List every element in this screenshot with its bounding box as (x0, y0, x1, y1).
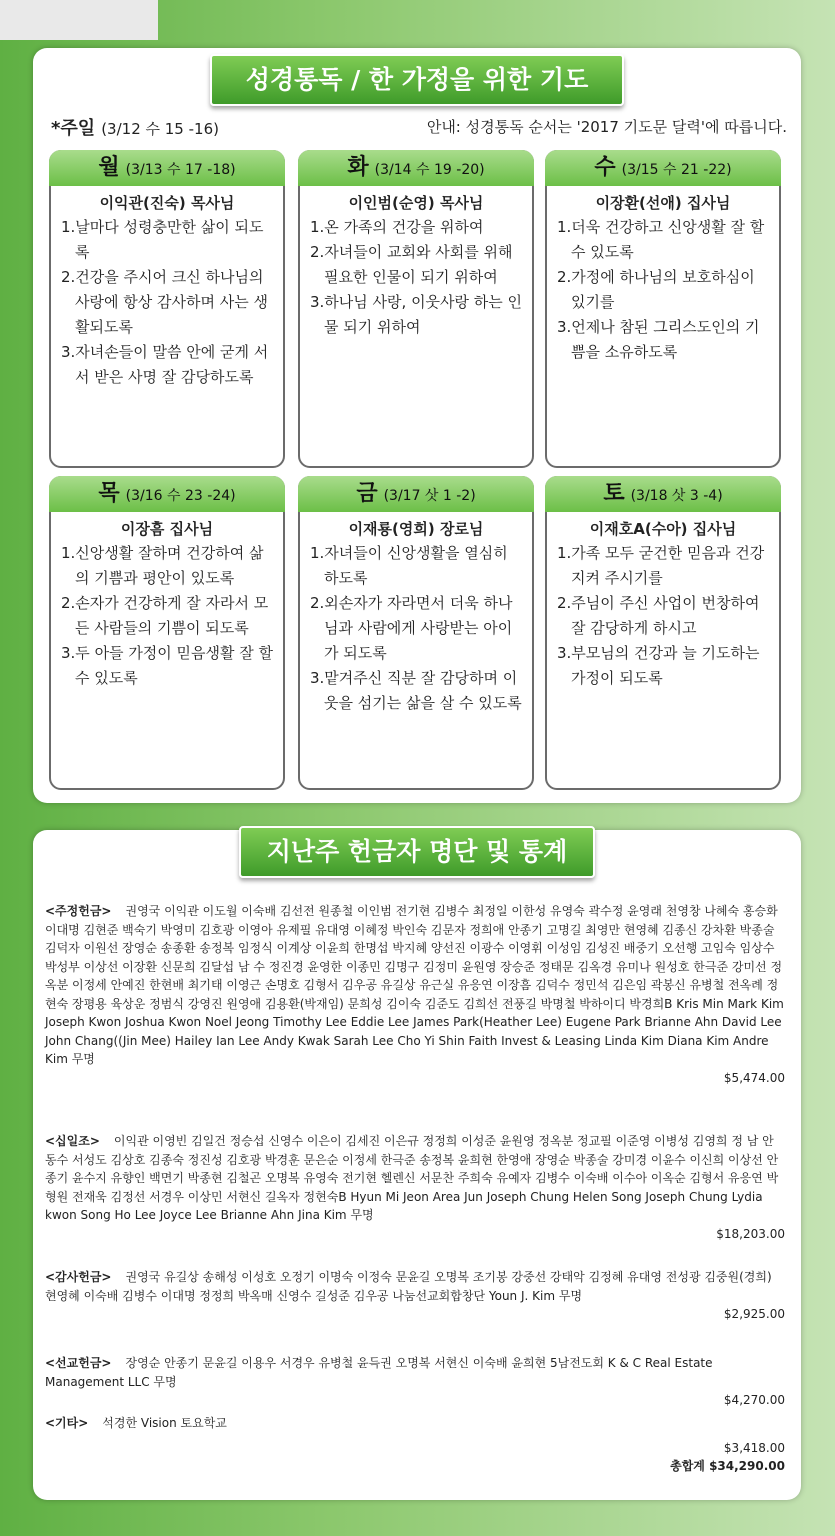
family-name: 이재룡(영희) 장로님 (348, 520, 484, 538)
day-card-tue (298, 150, 534, 468)
prayer-item: 1.신앙생활 잘하며 건강하여 삶의 기쁨과 평안이 있도록 (61, 544, 264, 587)
day-detail: (3/14 수 19 -20) (374, 162, 485, 178)
offering-section-other (45, 1414, 785, 1476)
day-card-header (49, 476, 285, 512)
family-name: 이장환(선애) 집사님 (595, 194, 731, 212)
offering-section-mission (45, 1354, 785, 1410)
day-detail: (3/13 수 17 -18) (125, 162, 236, 178)
prayer-item: 2.가정에 하나님의 보호하심이 있기를 (557, 268, 755, 311)
day-label: 월 (98, 155, 120, 180)
sunday-detail: (3/12 수 15 -16) (101, 120, 219, 138)
day-card-header (545, 150, 781, 186)
day-detail: (3/16 수 23 -24) (125, 488, 236, 504)
prayer-item: 3.언제나 참된 그리스도인의 기쁨을 소유하도록 (557, 318, 760, 361)
day-label: 목 (98, 481, 120, 506)
section-amount: $2,925.00 (723, 1307, 785, 1321)
day-label: 토 (603, 481, 625, 506)
day-card-header (49, 150, 285, 186)
day-card-wed (545, 150, 781, 468)
prayer-item: 2.손자가 건강하게 잘 자라서 모든 사람들의 기쁨이 되도록 (61, 594, 269, 637)
prayer-panel (33, 48, 801, 803)
prayer-item: 3.두 아들 가정이 믿음생활 잘 할 수 있도록 (61, 644, 274, 687)
reading-notice: 안내: 성경통독 순서는 '2017 기도문 달력'에 따릅니다. (426, 118, 787, 136)
offering-section-thanks (45, 1268, 785, 1324)
section-label: <선교헌금> (45, 1356, 112, 1370)
section-label: <감사헌금> (45, 1270, 112, 1284)
donor-names: 권영국 이익관 이도월 이숙배 김선전 원종철 이인범 전기현 김병수 최정일 이한성 유영숙 곽수정 윤영래 천영창 나혜숙 홍승화 이대명 김현준 백숙기 박영미 김호광 이영아 유제필 유대영 이혜정 박인숙 김문자 정희애 안종기 고명길 최영만 현영혜 김종신 강차환 박종술 김덕자 이원선 장영순 송종환 송정복 임정식 이계상 이윤희 한명섭 박지혜 양선진 이광수 이영휘 이성임 김성진 배중기 오선행 고임숙 임상수 박성부 이상선 이장환 신문희 김달섭 남 수 정진경 윤영한 이종민 김명구 김정미 윤원영 장승준 정태문 김옥경 유미나 원성호 한극준 강미선 정옥분 이정세 안예진 한현배 최기태 이영근 손명호 김형서 김우공 유길상 유근실 유응연 이장흠 김덕수 정민석 김은임 곽봉신 유병철 전옥례 정현숙 장평용 육상운 정범식 강영진 원영애 김용환(박재임) 문희성 김이숙 김준도 김희선 전풍길 박명철 박하이디 박경희B Kris Min Mark Kim Joseph Kwon Joshua Kwon Noel Jeong Timothy Lee Eddie Lee James Park(Heather Lee) Eugene Park Brianne Ahn David Lee John Chang((Jin Mee) Hailey Ian Lee Andy Kwak Sarah Lee Cho Yi Shin Faith Invest & Leasing Linda Kim Diana Kim Andre Kim 무명 (45, 904, 784, 1066)
day-card-fri (298, 476, 534, 790)
prayer-item: 1.온 가족의 건강을 위하여 (310, 218, 484, 236)
section-amount: $3,418.00 (723, 1440, 785, 1455)
day-card-header (298, 476, 534, 512)
prayer-item: 2.외손자가 자라면서 더욱 하나님과 사람에게 사랑받는 아이가 되도록 (310, 594, 513, 662)
section-amount: $18,203.00 (716, 1226, 785, 1241)
day-label: 화 (347, 155, 369, 180)
prayer-item: 3.자녀손들이 말씀 안에 굳게 서서 받은 사명 잘 감당하도록 (61, 343, 269, 386)
prayer-item: 2.주님이 주신 사업이 번창하여 잘 감당하게 하시고 (557, 594, 760, 637)
donor-names: 석경한 Vision 토요학교 (102, 1416, 227, 1430)
day-card-header (298, 150, 534, 186)
offering-section-tithe (45, 1132, 785, 1243)
prayer-item: 1.가족 모두 굳건한 믿음과 건강 지켜 주시기를 (557, 544, 765, 587)
day-label: 수 (594, 155, 616, 180)
prayer-item: 3.맡겨주신 직분 잘 감당하며 이웃을 섬기는 삶을 살 수 있도록 (310, 669, 522, 712)
family-name: 이인범(순영) 목사님 (348, 194, 484, 212)
day-detail: (3/18 삿 3 -4) (630, 488, 723, 504)
prayer-item: 2.건강을 주시어 크신 하나님의 사랑에 항상 감사하며 사는 생활되도록 (61, 268, 268, 336)
left-gray-band (0, 0, 158, 40)
offering-section-sunday (45, 902, 785, 1087)
day-card-mon (49, 150, 285, 468)
section-amount: $4,270.00 (723, 1393, 785, 1407)
day-card-thu (49, 476, 285, 790)
prayer-title: 성경통독 / 한 가정을 위한 기도 (210, 54, 624, 106)
donor-names: 권영국 유길상 송해성 이성호 오정기 이명숙 이정숙 문윤길 오명복 조기봉 강중선 강태악 김정혜 유대영 전성광 김중원(경희) 현영혜 이숙배 김병수 이대명 정정희 박옥매 신영수 길성준 김우공 나눔선교회합창단 Youn J. Kim 무명 (45, 1270, 772, 1303)
section-label: <십일조> (45, 1134, 100, 1148)
prayer-item: 1.자녀들이 신앙생활을 열심히 하도록 (310, 544, 508, 587)
offering-panel (33, 830, 801, 1500)
day-label: 금 (356, 481, 378, 506)
section-label: <주정헌금> (45, 904, 112, 918)
donor-names: 장영순 안종기 문윤길 이용우 서경우 유병철 윤득권 오명복 서현신 이숙배 윤희현 5남전도회 K & C Real Estate Management LLC 무명 (45, 1356, 713, 1389)
donor-names: 이익관 이영빈 김일건 정승섭 신영수 이은이 김세진 이은규 정정희 이성준 윤원영 정옥분 정교필 이준영 이병성 김영희 정 남 안동수 서성도 김상호 김종숙 정진성 김호광 박경훈 문은순 이정세 한극준 송정복 윤희현 한영애 장영순 박종술 강미경 이윤수 이신희 이상선 안종기 윤수지 유향인 백면기 박종현 김철곤 오명복 유영숙 전기현 헬렌신 서문찬 주희숙 유예자 김병수 이숙배 이수아 이옥순 김형서 유응연 박형원 전재욱 김정선 서경우 이상민 서현신 길옥자 정현숙B Hyun Mi Jeon Area Jun Joseph Chung Helen Song Joseph Chung Lydia kwon Song Ho Lee Joyce Lee Brianne Ahn Jina Kim 무명 (45, 1134, 779, 1222)
prayer-item: 3.부모님의 건강과 늘 기도하는 가정이 되도록 (557, 644, 760, 687)
family-name: 이장흠 집사님 (120, 520, 214, 538)
prayer-item: 2.자녀들이 교회와 사회를 위해 필요한 인물이 되기 위하여 (310, 243, 513, 286)
offering-title: 지난주 헌금자 명단 및 통계 (239, 826, 595, 878)
day-detail: (3/17 삿 1 -2) (383, 488, 476, 504)
family-name: 이익관(진숙) 목사님 (99, 194, 235, 212)
grand-total: 총합계 $34,290.00 (670, 1459, 785, 1473)
family-name: 이재호A(수아) 집사님 (589, 520, 737, 538)
prayer-item: 1.더욱 건강하고 신앙생활 잘 할 수 있도록 (557, 218, 765, 261)
prayer-item: 3.하나님 사랑, 이웃사랑 하는 인물 되기 위하여 (310, 293, 523, 336)
prayer-item: 1.날마다 성령충만한 삶이 되도록 (61, 218, 264, 261)
section-amount: $5,474.00 (723, 1070, 785, 1085)
day-card-header (545, 476, 781, 512)
section-label: <기타> (45, 1416, 89, 1430)
day-detail: (3/15 수 21 -22) (621, 162, 732, 178)
sunday-reading (51, 114, 219, 140)
sunday-label: *주일 (51, 118, 96, 139)
day-card-sat (545, 476, 781, 790)
